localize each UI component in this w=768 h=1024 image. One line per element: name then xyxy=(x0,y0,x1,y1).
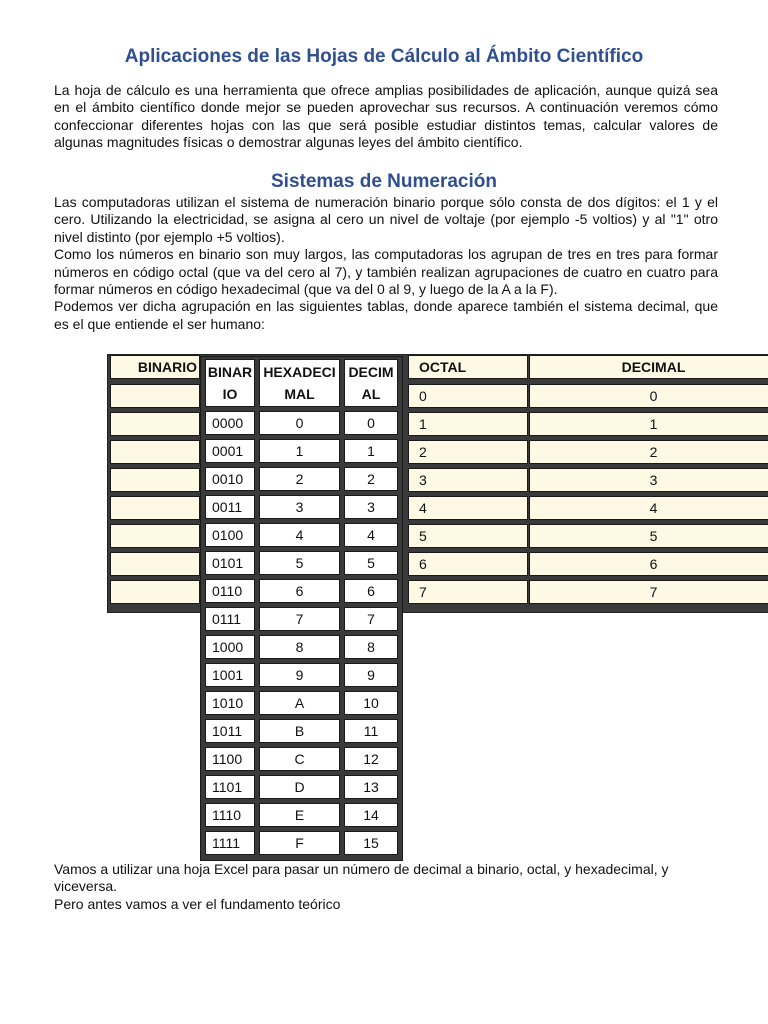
hex-cell: 8 xyxy=(259,635,340,659)
octal-cell: 5 xyxy=(408,524,528,548)
hex-cell: 2 xyxy=(259,467,340,491)
binary-hex-decimal-table xyxy=(200,356,403,861)
octal-cell: 7 xyxy=(408,580,528,604)
decimal-cell: 14 xyxy=(344,803,398,827)
hex-cell: C xyxy=(259,747,340,771)
section-title: Sistemas de Numeración xyxy=(271,171,497,192)
hex-cell: A xyxy=(259,691,340,715)
binario-header xyxy=(205,359,255,407)
octal-row-blank xyxy=(110,580,200,604)
decimal-cell: 3 xyxy=(529,468,768,492)
decimal-cell: 5 xyxy=(529,524,768,548)
hex-cell: 9 xyxy=(259,663,340,687)
octal-cell: 1 xyxy=(408,412,528,436)
hex-cell: 5 xyxy=(259,551,340,575)
hex-cell: F xyxy=(259,831,340,855)
intro-paragraph: La hoja de cálculo es una herramienta que ofrece amplias posibilidades de aplicación, aunque quizá sea en el ámbito científico donde mejor se pueden aprovechar sus recursos. A continuación veremos cómo confeccionar diferentes hojas con las que será posible estudiar distintos temas, calcular valores de algunas magnitudes físicas o demostrar algunas leyes del ámbito científico. xyxy=(54,82,718,151)
closing-text xyxy=(54,861,718,913)
octal-cell: 4 xyxy=(408,496,528,520)
header-line: DECIM xyxy=(348,364,394,380)
binary-cell: 0111 xyxy=(205,607,255,631)
decimal-cell: 2 xyxy=(344,467,398,491)
binary-cell: 0010 xyxy=(205,467,255,491)
binary-cell: 1000 xyxy=(205,635,255,659)
binary-cell: 1110 xyxy=(205,803,255,827)
hex-cell: 0 xyxy=(259,411,340,435)
decimal-cell: 8 xyxy=(344,635,398,659)
section-text xyxy=(54,194,718,333)
binary-cell: 0101 xyxy=(205,551,255,575)
decimal-cell: 1 xyxy=(529,412,768,436)
octal-cell: 2 xyxy=(408,440,528,464)
decimal-cell: 10 xyxy=(344,691,398,715)
hex-cell: 6 xyxy=(259,579,340,603)
octal-row-blank xyxy=(110,412,200,436)
decimal-cell: 4 xyxy=(344,523,398,547)
binary-cell: 1011 xyxy=(205,719,255,743)
binary-cell: 0001 xyxy=(205,439,255,463)
section-paragraph: Como los números en binario son muy largos, las computadoras los agrupan de tres en tres para formar números en código octal (que va del cero al 7), y también realizan agrupaciones de cuatro en cuatro para formar números en código hexadecimal (que va del 0 al 9, y luego de la A a la F). xyxy=(54,246,718,298)
octal-row-blank xyxy=(110,496,200,520)
octal-row-blank xyxy=(110,440,200,464)
section-paragraph: Podemos ver dicha agrupación en las siguientes tablas, donde aparece también el sistema decimal, que es el que entiende el ser humano: xyxy=(54,298,718,332)
binary-cell: 1100 xyxy=(205,747,255,771)
decimal-cell: 1 xyxy=(344,439,398,463)
binary-cell: 0110 xyxy=(205,579,255,603)
octal-header: OCTAL xyxy=(408,355,528,379)
hex-cell: 4 xyxy=(259,523,340,547)
decimal-cell: 15 xyxy=(344,831,398,855)
header-line: BINAR xyxy=(207,364,253,380)
header-line: MAL xyxy=(284,386,315,402)
binary-cell: 0100 xyxy=(205,523,255,547)
octal-row-blank xyxy=(110,468,200,492)
closing-paragraph: Vamos a utilizar una hoja Excel para pasar un número de decimal a binario, octal, y hexadecimal, y viceversa. xyxy=(54,861,669,895)
binary-cell: 0011 xyxy=(205,495,255,519)
decimal-cell: 7 xyxy=(344,607,398,631)
binary-cell: 1101 xyxy=(205,775,255,799)
header-line: HEXADECI xyxy=(263,364,336,380)
decimal-cell: 9 xyxy=(344,663,398,687)
decimal-header: DECIMAL xyxy=(529,355,768,379)
decimal-cell: 12 xyxy=(344,747,398,771)
hex-cell: 7 xyxy=(259,607,340,631)
octal-row-blank xyxy=(110,552,200,576)
header-line: IO xyxy=(222,386,238,402)
decimal-header xyxy=(344,359,398,407)
decimal-cell: 0 xyxy=(529,384,768,408)
decimal-cell: 5 xyxy=(344,551,398,575)
octal-cell: 6 xyxy=(408,552,528,576)
binary-cell: 1111 xyxy=(205,831,255,855)
binary-cell: 1010 xyxy=(205,691,255,715)
octal-row-blank xyxy=(110,524,200,548)
page-title: Aplicaciones de las Hojas de Cálculo al Ámbito Científico xyxy=(124,46,644,67)
decimal-cell: 13 xyxy=(344,775,398,799)
decimal-cell: 6 xyxy=(344,579,398,603)
hex-cell: B xyxy=(259,719,340,743)
decimal-cell: 7 xyxy=(529,580,768,604)
octal-row-blank xyxy=(110,384,200,408)
decimal-cell: 3 xyxy=(344,495,398,519)
binary-cell: 0000 xyxy=(205,411,255,435)
section-paragraph: Las computadoras utilizan el sistema de numeración binario porque sólo consta de dos dígitos: el 1 y el cero. Utilizando la electricidad, se asigna al cero un nivel de voltaje (por ejemplo -5 voltios) y al "1" otro nivel distinto (por ejemplo +5 voltios). xyxy=(54,194,718,245)
decimal-cell: 6 xyxy=(529,552,768,576)
closing-paragraph: Pero antes vamos a ver el fundamento teórico xyxy=(54,895,341,912)
decimal-cell: 2 xyxy=(529,440,768,464)
decimal-cell: 11 xyxy=(344,719,398,743)
octal-table-header-binario: BINARIO xyxy=(110,355,200,379)
hex-cell: D xyxy=(259,775,340,799)
hex-cell: 3 xyxy=(259,495,340,519)
hex-cell: E xyxy=(259,803,340,827)
binary-cell: 1001 xyxy=(205,663,255,687)
decimal-cell: 4 xyxy=(529,496,768,520)
decimal-cell: 0 xyxy=(344,411,398,435)
header-line: AL xyxy=(361,386,381,402)
hexadecimal-header xyxy=(259,359,340,407)
hex-cell: 1 xyxy=(259,439,340,463)
octal-cell: 3 xyxy=(408,468,528,492)
octal-cell: 0 xyxy=(408,384,528,408)
